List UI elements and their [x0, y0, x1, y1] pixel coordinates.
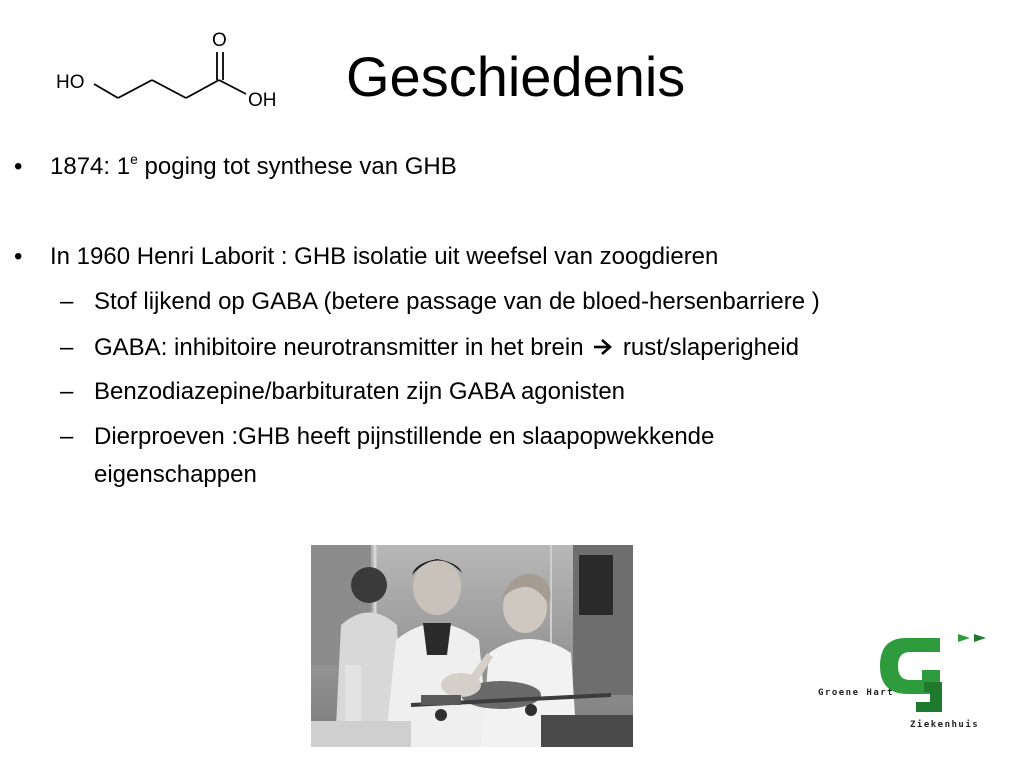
sub-mark: – — [60, 288, 74, 315]
oh-label: OH — [248, 90, 277, 111]
logo-mark-icon — [814, 630, 992, 734]
historical-lab-photo — [311, 545, 633, 747]
groene-hart-ziekenhuis-logo — [814, 630, 992, 734]
logo-text-groene-hart: Groene Hart — [818, 688, 895, 698]
superscript-e: e — [130, 151, 138, 167]
ghb-molecule-diagram — [52, 26, 292, 118]
sub-mark: – — [60, 423, 74, 450]
sub-item-benzodiazepine — [60, 377, 626, 407]
sub-item-gaba-like — [60, 287, 820, 317]
sub-item-text-line1: Dierproeven :GHB heeft pijnstillende en slaapopwekkende — [94, 423, 715, 450]
logo-text-ziekenhuis: Ziekenhuis — [910, 720, 980, 730]
bullet-text: 1874: 1 — [50, 153, 131, 180]
sub-item-dierproeven — [60, 422, 715, 452]
carbonyl-o-label: O — [212, 30, 227, 51]
sub-mark: – — [60, 378, 74, 405]
arrow-right-icon — [592, 338, 614, 356]
bullet-item-1960 — [14, 242, 719, 272]
sub-item-text: Stof lijkend op GABA (betere passage van de bloed-hersenbarriere ) — [94, 288, 820, 315]
slide-title: Geschiedenis — [346, 45, 686, 108]
sub-item-text: Benzodiazepine/barbituraten zijn GABA agonisten — [94, 378, 626, 405]
bullet-item-1874 — [14, 151, 457, 182]
sub-item-text-line2: eigenschappen — [94, 461, 257, 488]
sub-mark: – — [60, 334, 74, 361]
sub-item-text-after: rust/slaperigheid — [622, 334, 800, 361]
sub-item-text: GABA: inhibitoire neurotransmitter in het brein — [94, 334, 584, 361]
bullet-mark: • — [14, 243, 23, 270]
bonds — [94, 52, 246, 98]
bullet-text: In 1960 Henri Laborit : GHB isolatie uit weefsel van zoogdieren — [50, 243, 719, 270]
ho-label: HO — [56, 72, 85, 93]
sub-item-dierproeven-line2 — [94, 460, 257, 490]
bullet-text-rest: poging tot synthese van GHB — [137, 153, 457, 180]
bullet-mark: • — [14, 153, 23, 180]
sub-item-gaba-inhibitory — [60, 333, 800, 363]
